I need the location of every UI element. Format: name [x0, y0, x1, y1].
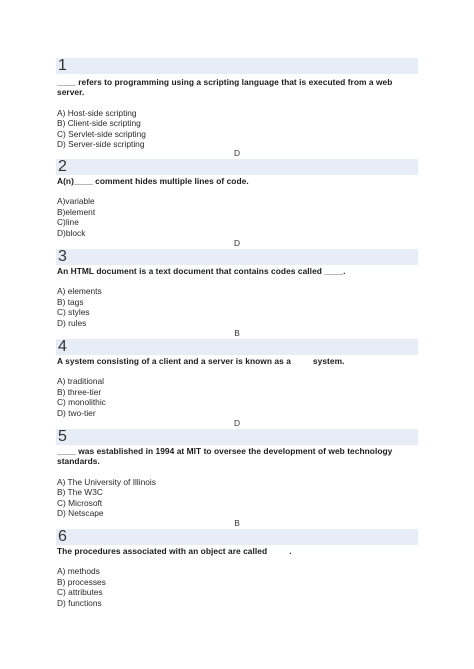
option-a: A) methods [57, 566, 100, 577]
options-list [56, 376, 418, 418]
options-list [56, 566, 418, 608]
question-2 [56, 159, 418, 238]
option-a: A)variable [57, 196, 95, 207]
question-text [56, 546, 418, 556]
question-4 [56, 339, 418, 418]
option-d: D) functions [57, 597, 102, 608]
option-d: D) Server-side scripting [57, 139, 145, 150]
option-d: D) two-tier [57, 407, 96, 418]
question-number-bar [56, 429, 418, 445]
question-3 [56, 249, 418, 328]
question-number: 3 [58, 248, 67, 265]
option-d: D)block [57, 227, 86, 238]
answer-5: B [234, 518, 240, 528]
option-a: A) Host-side scripting [57, 107, 137, 118]
question-number: 2 [58, 158, 67, 175]
option-b: B)element [57, 206, 96, 217]
option-a: A) The University of Illinois [57, 476, 156, 487]
answer-3: B [234, 328, 240, 338]
question-text: An HTML document is a text document that contains codes called ____. [57, 266, 346, 276]
options-list [56, 108, 418, 150]
option-c: C) Servlet-side scripting [57, 128, 146, 139]
question-text-after: . [289, 546, 292, 556]
question-text: A(n)____ comment hides multiple lines of code. [57, 176, 249, 186]
question-number: 6 [58, 528, 67, 545]
question-text-before: The procedures associated with an object are called [57, 546, 268, 556]
option-b: B) Client-side scripting [57, 118, 141, 129]
question-number: 1 [58, 57, 67, 74]
option-c: C) attributes [57, 587, 103, 598]
option-d: D) Netscape [57, 508, 104, 519]
question-number-bar [56, 249, 418, 265]
options-list [56, 477, 418, 519]
question-text-before: A system consisting of a client and a server is known as a [57, 356, 291, 366]
option-b: B) The W3C [57, 487, 103, 498]
options-list [56, 196, 418, 238]
option-b: B) three-tier [57, 386, 102, 397]
option-d: D) rules [57, 317, 87, 328]
question-number-bar [56, 529, 418, 545]
answer-2: D [233, 238, 241, 248]
question-number-bar [56, 58, 418, 74]
option-c: C)line [57, 217, 79, 228]
question-number-bar [56, 339, 418, 355]
question-text: ____ refers to programming using a scripting language that is executed from a web server. [57, 77, 393, 98]
option-c: C) monolithic [57, 397, 106, 408]
question-number: 5 [58, 428, 67, 445]
option-b: B) processes [57, 576, 106, 587]
option-c: C) styles [57, 307, 90, 318]
options-list [56, 286, 418, 328]
option-c: C) Microsoft [57, 497, 103, 508]
question-number-bar [56, 159, 418, 175]
question-text [56, 356, 418, 366]
question-text: ____ was established in 1994 at MIT to oversee the development of web technology standards. [57, 446, 393, 467]
answer-4: D [233, 418, 241, 428]
question-1 [56, 58, 418, 149]
question-text-after: system. [312, 356, 345, 366]
option-a: A) traditional [57, 376, 105, 387]
question-number: 4 [58, 338, 67, 355]
answer-1: D [233, 148, 241, 158]
option-b: B) tags [57, 296, 84, 307]
question-6 [56, 529, 418, 608]
option-a: A) elements [57, 286, 102, 297]
question-5 [56, 429, 418, 518]
